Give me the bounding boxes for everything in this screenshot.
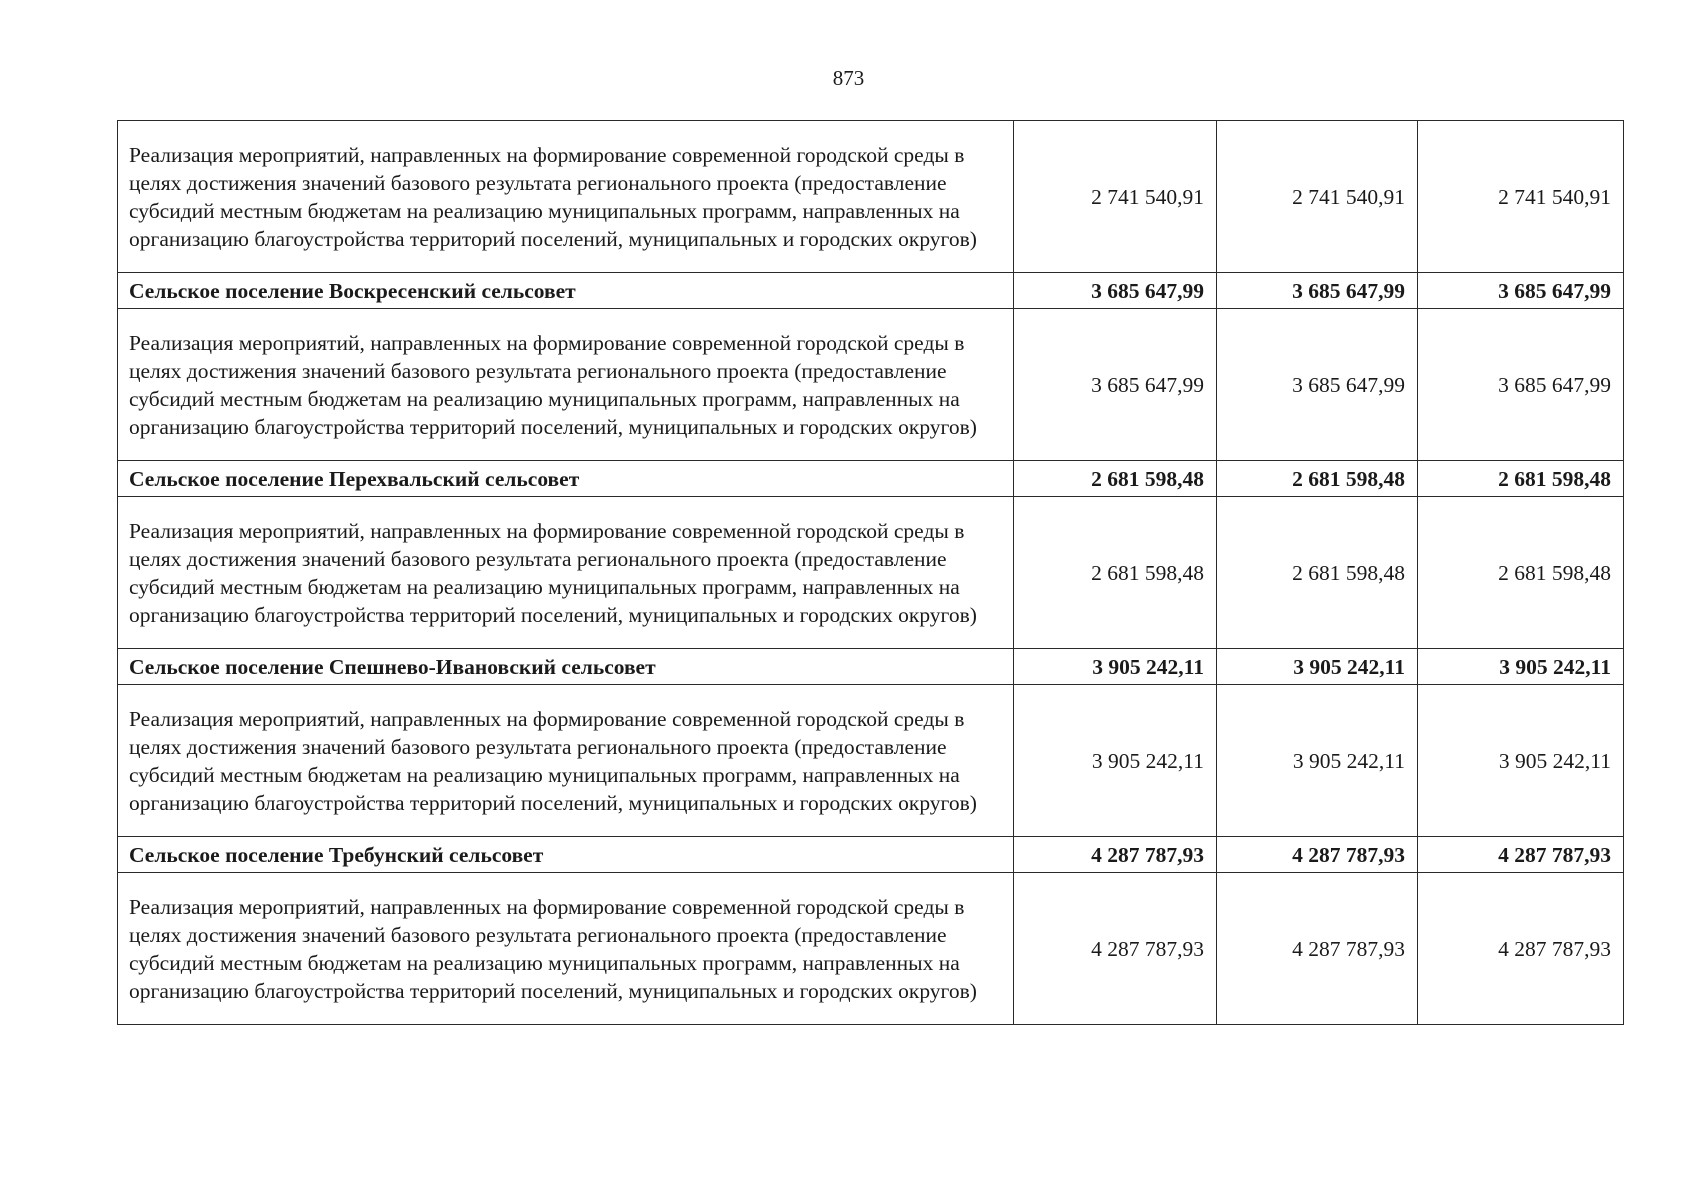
table-row-activity	[118, 497, 1624, 649]
total-cell-1: 4 287 787,93	[1014, 837, 1217, 873]
value-cell-1: 4 287 787,93	[1014, 873, 1217, 1025]
budget-table	[117, 120, 1624, 1025]
table-row-activity	[118, 121, 1624, 273]
value-cell-1: 2 741 540,91	[1014, 121, 1217, 273]
total-cell-3: 3 905 242,11	[1418, 649, 1624, 685]
settlement-name: Сельское поселение Спешнево-Ивановский сельсовет	[118, 649, 1014, 685]
total-cell-2: 3 905 242,11	[1217, 649, 1418, 685]
settlement-name: Сельское поселение Перехвальский сельсовет	[118, 461, 1014, 497]
table-row-settlement	[118, 273, 1624, 309]
value-cell-1: 2 681 598,48	[1014, 497, 1217, 649]
table-row-activity	[118, 685, 1624, 837]
total-cell-1: 3 685 647,99	[1014, 273, 1217, 309]
activity-description: Реализация мероприятий, направленных на формирование современной городской среды в целях достижения значений базового результата регионального проекта (предоставление субсидий местным бюджетам на реализацию муниципальных программ, направленных на организацию благоустройства территорий поселений, муниципальных и городских округов)	[118, 685, 1014, 837]
value-cell-3: 3 905 242,11	[1418, 685, 1624, 837]
total-cell-3: 2 681 598,48	[1418, 461, 1624, 497]
value-cell-3: 2 681 598,48	[1418, 497, 1624, 649]
activity-description: Реализация мероприятий, направленных на формирование современной городской среды в целях достижения значений базового результата регионального проекта (предоставление субсидий местным бюджетам на реализацию муниципальных программ, направленных на организацию благоустройства территорий поселений, муниципальных и городских округов)	[118, 873, 1014, 1025]
total-cell-1: 3 905 242,11	[1014, 649, 1217, 685]
settlement-name: Сельское поселение Воскресенский сельсовет	[118, 273, 1014, 309]
value-cell-3: 2 741 540,91	[1418, 121, 1624, 273]
value-cell-3: 3 685 647,99	[1418, 309, 1624, 461]
activity-description: Реализация мероприятий, направленных на формирование современной городской среды в целях достижения значений базового результата регионального проекта (предоставление субсидий местным бюджетам на реализацию муниципальных программ, направленных на организацию благоустройства территорий поселений, муниципальных и городских округов)	[118, 309, 1014, 461]
table-row-settlement	[118, 837, 1624, 873]
total-cell-2: 2 681 598,48	[1217, 461, 1418, 497]
total-cell-3: 4 287 787,93	[1418, 837, 1624, 873]
value-cell-1: 3 685 647,99	[1014, 309, 1217, 461]
table-row-activity	[118, 873, 1624, 1025]
activity-description: Реализация мероприятий, направленных на формирование современной городской среды в целях достижения значений базового результата регионального проекта (предоставление субсидий местным бюджетам на реализацию муниципальных программ, направленных на организацию благоустройства территорий поселений, муниципальных и городских округов)	[118, 121, 1014, 273]
value-cell-2: 3 905 242,11	[1217, 685, 1418, 837]
table-row-settlement	[118, 649, 1624, 685]
table-row-settlement	[118, 461, 1624, 497]
value-cell-2: 3 685 647,99	[1217, 309, 1418, 461]
total-cell-1: 2 681 598,48	[1014, 461, 1217, 497]
value-cell-2: 2 741 540,91	[1217, 121, 1418, 273]
value-cell-2: 4 287 787,93	[1217, 873, 1418, 1025]
settlement-name: Сельское поселение Требунский сельсовет	[118, 837, 1014, 873]
value-cell-1: 3 905 242,11	[1014, 685, 1217, 837]
activity-description: Реализация мероприятий, направленных на формирование современной городской среды в целях достижения значений базового результата регионального проекта (предоставление субсидий местным бюджетам на реализацию муниципальных программ, направленных на организацию благоустройства территорий поселений, муниципальных и городских округов)	[118, 497, 1014, 649]
value-cell-2: 2 681 598,48	[1217, 497, 1418, 649]
total-cell-3: 3 685 647,99	[1418, 273, 1624, 309]
value-cell-3: 4 287 787,93	[1418, 873, 1624, 1025]
total-cell-2: 3 685 647,99	[1217, 273, 1418, 309]
total-cell-2: 4 287 787,93	[1217, 837, 1418, 873]
table-row-activity	[118, 309, 1624, 461]
page-number: 873	[832, 66, 865, 90]
